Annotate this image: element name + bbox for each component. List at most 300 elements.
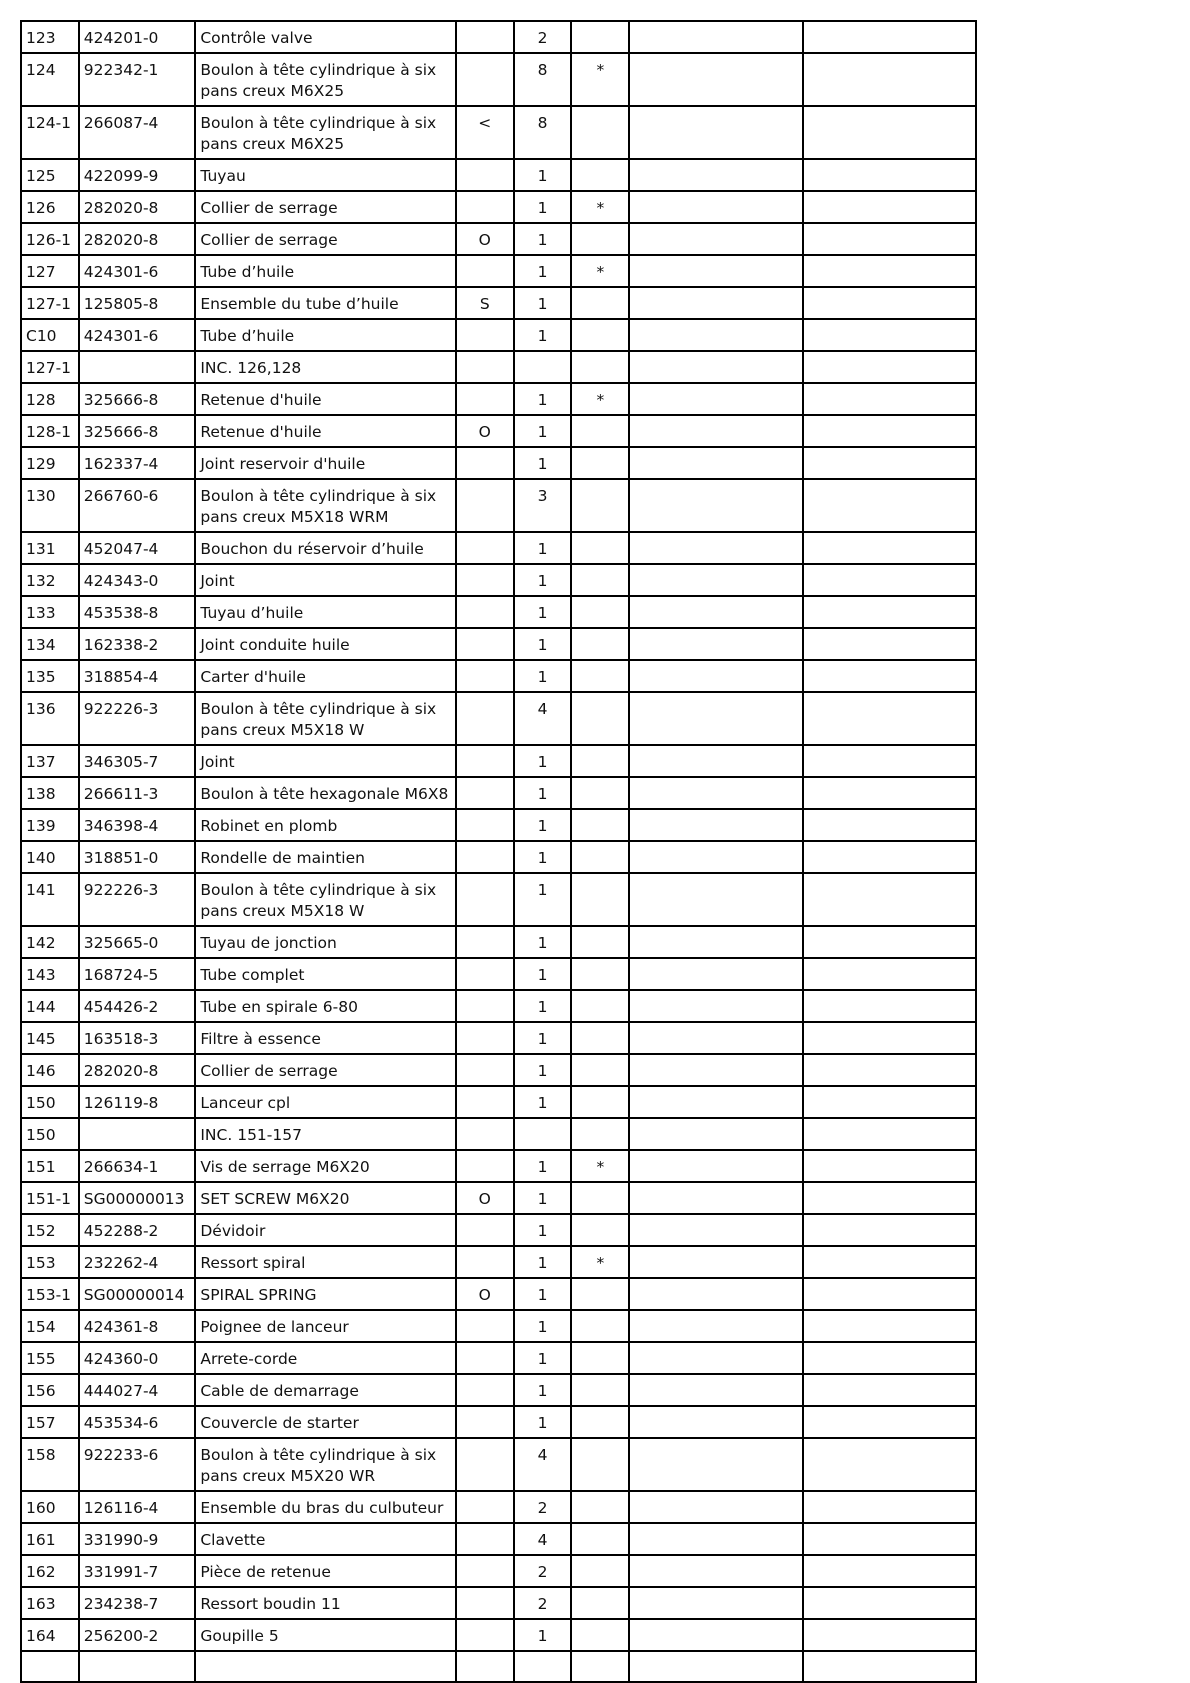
table-row bbox=[21, 1246, 976, 1278]
part-number-cell: 452288-2 bbox=[79, 1214, 196, 1246]
ref-number-cell: 133 bbox=[21, 596, 79, 628]
extra-cell-2 bbox=[803, 415, 976, 447]
extra-cell-2 bbox=[803, 447, 976, 479]
extra-cell-1 bbox=[629, 745, 802, 777]
ref-number-cell: 161 bbox=[21, 1523, 79, 1555]
code-cell bbox=[456, 1310, 514, 1342]
part-number-cell: 162337-4 bbox=[79, 447, 196, 479]
parts-table-body bbox=[21, 21, 976, 1682]
parts-list-sheet bbox=[20, 20, 977, 1683]
part-number-cell: 325666-8 bbox=[79, 415, 196, 447]
extra-cell-2 bbox=[803, 351, 976, 383]
note-cell: * bbox=[571, 1150, 629, 1182]
quantity-cell: 1 bbox=[514, 1342, 572, 1374]
quantity-cell: 8 bbox=[514, 53, 572, 106]
table-row bbox=[21, 1054, 976, 1086]
description-cell: Tube en spirale 6-80 bbox=[195, 990, 456, 1022]
description-cell: Tuyau bbox=[195, 159, 456, 191]
extra-cell-1 bbox=[629, 1651, 802, 1682]
quantity-cell: 1 bbox=[514, 1246, 572, 1278]
ref-number-cell: 130 bbox=[21, 479, 79, 532]
table-row bbox=[21, 21, 976, 53]
part-number-cell: 922226-3 bbox=[79, 873, 196, 926]
code-cell bbox=[456, 1587, 514, 1619]
extra-cell-1 bbox=[629, 564, 802, 596]
extra-cell-1 bbox=[629, 1246, 802, 1278]
part-number-cell: 346305-7 bbox=[79, 745, 196, 777]
note-cell bbox=[571, 1438, 629, 1491]
table-row bbox=[21, 1022, 976, 1054]
description-cell: Bouchon du réservoir d’huile bbox=[195, 532, 456, 564]
note-cell bbox=[571, 1022, 629, 1054]
ref-number-cell: 124 bbox=[21, 53, 79, 106]
ref-number-cell: 153-1 bbox=[21, 1278, 79, 1310]
part-number-cell: 162338-2 bbox=[79, 628, 196, 660]
note-cell bbox=[571, 745, 629, 777]
ref-number-cell: 135 bbox=[21, 660, 79, 692]
note-cell bbox=[571, 351, 629, 383]
note-cell: * bbox=[571, 191, 629, 223]
note-cell bbox=[571, 319, 629, 351]
part-number-cell: 266634-1 bbox=[79, 1150, 196, 1182]
extra-cell-1 bbox=[629, 159, 802, 191]
description-cell: Joint reservoir d'huile bbox=[195, 447, 456, 479]
description-cell: SPIRAL SPRING bbox=[195, 1278, 456, 1310]
description-cell: Tube d’huile bbox=[195, 255, 456, 287]
extra-cell-2 bbox=[803, 287, 976, 319]
description-cell: Retenue d'huile bbox=[195, 383, 456, 415]
ref-number-cell: 151 bbox=[21, 1150, 79, 1182]
code-cell bbox=[456, 319, 514, 351]
part-number-cell: 454426-2 bbox=[79, 990, 196, 1022]
part-number-cell: 453534-6 bbox=[79, 1406, 196, 1438]
table-row bbox=[21, 191, 976, 223]
code-cell bbox=[456, 1086, 514, 1118]
extra-cell-1 bbox=[629, 1054, 802, 1086]
table-row bbox=[21, 351, 976, 383]
description-cell: Couvercle de starter bbox=[195, 1406, 456, 1438]
note-cell bbox=[571, 841, 629, 873]
extra-cell-1 bbox=[629, 1619, 802, 1651]
table-row bbox=[21, 660, 976, 692]
part-number-cell: 325666-8 bbox=[79, 383, 196, 415]
note-cell: * bbox=[571, 53, 629, 106]
description-cell: INC. 126,128 bbox=[195, 351, 456, 383]
description-cell: Clavette bbox=[195, 1523, 456, 1555]
quantity-cell: 1 bbox=[514, 926, 572, 958]
description-cell: Poignee de lanceur bbox=[195, 1310, 456, 1342]
note-cell bbox=[571, 1374, 629, 1406]
ref-number-cell: 138 bbox=[21, 777, 79, 809]
quantity-cell: 1 bbox=[514, 191, 572, 223]
table-row bbox=[21, 383, 976, 415]
ref-number-cell: 157 bbox=[21, 1406, 79, 1438]
table-row bbox=[21, 159, 976, 191]
part-number-cell: 282020-8 bbox=[79, 1054, 196, 1086]
quantity-cell: 1 bbox=[514, 1619, 572, 1651]
part-number-cell: 424343-0 bbox=[79, 564, 196, 596]
table-row bbox=[21, 479, 976, 532]
quantity-cell: 1 bbox=[514, 447, 572, 479]
table-row bbox=[21, 1214, 976, 1246]
description-cell: Boulon à tête cylindrique à six pans creux M6X25 bbox=[195, 106, 456, 159]
extra-cell-1 bbox=[629, 1086, 802, 1118]
extra-cell-2 bbox=[803, 479, 976, 532]
code-cell bbox=[456, 159, 514, 191]
description-cell: Tuyau d’huile bbox=[195, 596, 456, 628]
part-number-cell: 266611-3 bbox=[79, 777, 196, 809]
table-row bbox=[21, 1086, 976, 1118]
extra-cell-2 bbox=[803, 841, 976, 873]
description-cell: Boulon à tête cylindrique à six pans creux M6X25 bbox=[195, 53, 456, 106]
code-cell bbox=[456, 1555, 514, 1587]
quantity-cell: 4 bbox=[514, 1523, 572, 1555]
ref-number-cell: 153 bbox=[21, 1246, 79, 1278]
table-row bbox=[21, 1278, 976, 1310]
quantity-cell: 1 bbox=[514, 319, 572, 351]
extra-cell-2 bbox=[803, 990, 976, 1022]
extra-cell-2 bbox=[803, 1651, 976, 1682]
quantity-cell: 1 bbox=[514, 1310, 572, 1342]
quantity-cell: 1 bbox=[514, 1406, 572, 1438]
extra-cell-2 bbox=[803, 383, 976, 415]
part-number-cell: 424301-6 bbox=[79, 255, 196, 287]
part-number-cell: 424201-0 bbox=[79, 21, 196, 53]
note-cell bbox=[571, 1406, 629, 1438]
note-cell bbox=[571, 159, 629, 191]
quantity-cell: 1 bbox=[514, 745, 572, 777]
part-number-cell: 126116-4 bbox=[79, 1491, 196, 1523]
part-number-cell: 453538-8 bbox=[79, 596, 196, 628]
description-cell: Vis de serrage M6X20 bbox=[195, 1150, 456, 1182]
extra-cell-2 bbox=[803, 1438, 976, 1491]
ref-number-cell: 164 bbox=[21, 1619, 79, 1651]
note-cell bbox=[571, 415, 629, 447]
ref-number-cell bbox=[21, 1651, 79, 1682]
description-cell: Tuyau de jonction bbox=[195, 926, 456, 958]
quantity-cell: 1 bbox=[514, 1086, 572, 1118]
part-number-cell: 422099-9 bbox=[79, 159, 196, 191]
extra-cell-1 bbox=[629, 415, 802, 447]
code-cell bbox=[456, 1246, 514, 1278]
quantity-cell: 1 bbox=[514, 841, 572, 873]
ref-number-cell: 128 bbox=[21, 383, 79, 415]
part-number-cell: SG00000013 bbox=[79, 1182, 196, 1214]
part-number-cell: 424361-8 bbox=[79, 1310, 196, 1342]
code-cell: O bbox=[456, 223, 514, 255]
extra-cell-1 bbox=[629, 447, 802, 479]
extra-cell-2 bbox=[803, 1118, 976, 1150]
description-cell: Dévidoir bbox=[195, 1214, 456, 1246]
note-cell bbox=[571, 873, 629, 926]
code-cell bbox=[456, 1022, 514, 1054]
quantity-cell: 1 bbox=[514, 532, 572, 564]
code-cell bbox=[456, 1374, 514, 1406]
extra-cell-2 bbox=[803, 1214, 976, 1246]
note-cell bbox=[571, 1086, 629, 1118]
code-cell bbox=[456, 873, 514, 926]
extra-cell-1 bbox=[629, 1374, 802, 1406]
part-number-cell: 325665-0 bbox=[79, 926, 196, 958]
ref-number-cell: 123 bbox=[21, 21, 79, 53]
ref-number-cell: 158 bbox=[21, 1438, 79, 1491]
description-cell: Rondelle de maintien bbox=[195, 841, 456, 873]
table-row bbox=[21, 1374, 976, 1406]
part-number-cell bbox=[79, 1118, 196, 1150]
extra-cell-1 bbox=[629, 287, 802, 319]
description-cell: Tube complet bbox=[195, 958, 456, 990]
table-row bbox=[21, 255, 976, 287]
ref-number-cell: 128-1 bbox=[21, 415, 79, 447]
part-number-cell: 452047-4 bbox=[79, 532, 196, 564]
ref-number-cell: 142 bbox=[21, 926, 79, 958]
extra-cell-2 bbox=[803, 564, 976, 596]
extra-cell-1 bbox=[629, 873, 802, 926]
part-number-cell: 424360-0 bbox=[79, 1342, 196, 1374]
note-cell bbox=[571, 777, 629, 809]
ref-number-cell: 126-1 bbox=[21, 223, 79, 255]
description-cell: Carter d'huile bbox=[195, 660, 456, 692]
note-cell bbox=[571, 809, 629, 841]
note-cell bbox=[571, 1054, 629, 1086]
part-number-cell: 424301-6 bbox=[79, 319, 196, 351]
quantity-cell: 1 bbox=[514, 1278, 572, 1310]
code-cell bbox=[456, 809, 514, 841]
code-cell bbox=[456, 1150, 514, 1182]
table-row bbox=[21, 1491, 976, 1523]
part-number-cell: 256200-2 bbox=[79, 1619, 196, 1651]
code-cell: O bbox=[456, 415, 514, 447]
extra-cell-1 bbox=[629, 777, 802, 809]
description-cell: Contrôle valve bbox=[195, 21, 456, 53]
code-cell bbox=[456, 596, 514, 628]
table-row bbox=[21, 106, 976, 159]
parts-table bbox=[20, 20, 977, 1683]
extra-cell-1 bbox=[629, 1118, 802, 1150]
note-cell bbox=[571, 1214, 629, 1246]
ref-number-cell: 129 bbox=[21, 447, 79, 479]
table-row bbox=[21, 532, 976, 564]
note-cell bbox=[571, 532, 629, 564]
table-row bbox=[21, 745, 976, 777]
part-number-cell: 922233-6 bbox=[79, 1438, 196, 1491]
note-cell bbox=[571, 21, 629, 53]
note-cell bbox=[571, 1587, 629, 1619]
extra-cell-1 bbox=[629, 479, 802, 532]
description-cell: Arrete-corde bbox=[195, 1342, 456, 1374]
extra-cell-1 bbox=[629, 1523, 802, 1555]
table-row bbox=[21, 1651, 976, 1682]
extra-cell-1 bbox=[629, 841, 802, 873]
note-cell bbox=[571, 926, 629, 958]
extra-cell-1 bbox=[629, 191, 802, 223]
extra-cell-2 bbox=[803, 1523, 976, 1555]
code-cell: O bbox=[456, 1182, 514, 1214]
table-row bbox=[21, 809, 976, 841]
quantity-cell: 1 bbox=[514, 596, 572, 628]
quantity-cell: 1 bbox=[514, 383, 572, 415]
code-cell bbox=[456, 1651, 514, 1682]
extra-cell-2 bbox=[803, 873, 976, 926]
description-cell: INC. 151-157 bbox=[195, 1118, 456, 1150]
extra-cell-1 bbox=[629, 596, 802, 628]
ref-number-cell: 127 bbox=[21, 255, 79, 287]
table-row bbox=[21, 841, 976, 873]
code-cell: O bbox=[456, 1278, 514, 1310]
extra-cell-1 bbox=[629, 1022, 802, 1054]
extra-cell-1 bbox=[629, 1587, 802, 1619]
part-number-cell: 126119-8 bbox=[79, 1086, 196, 1118]
ref-number-cell: 151-1 bbox=[21, 1182, 79, 1214]
note-cell bbox=[571, 1118, 629, 1150]
table-row bbox=[21, 223, 976, 255]
ref-number-cell: 152 bbox=[21, 1214, 79, 1246]
extra-cell-2 bbox=[803, 319, 976, 351]
extra-cell-2 bbox=[803, 1555, 976, 1587]
note-cell bbox=[571, 1555, 629, 1587]
description-cell: Boulon à tête hexagonale M6X8 bbox=[195, 777, 456, 809]
table-row bbox=[21, 628, 976, 660]
description-cell: SET SCREW M6X20 bbox=[195, 1182, 456, 1214]
extra-cell-1 bbox=[629, 1342, 802, 1374]
code-cell bbox=[456, 1054, 514, 1086]
description-cell: Filtre à essence bbox=[195, 1022, 456, 1054]
note-cell bbox=[571, 660, 629, 692]
description-cell: Joint conduite huile bbox=[195, 628, 456, 660]
ref-number-cell: 155 bbox=[21, 1342, 79, 1374]
extra-cell-2 bbox=[803, 777, 976, 809]
part-number-cell: SG00000014 bbox=[79, 1278, 196, 1310]
part-number-cell: 163518-3 bbox=[79, 1022, 196, 1054]
extra-cell-2 bbox=[803, 628, 976, 660]
extra-cell-1 bbox=[629, 319, 802, 351]
quantity-cell: 2 bbox=[514, 1491, 572, 1523]
ref-number-cell: 139 bbox=[21, 809, 79, 841]
note-cell bbox=[571, 1651, 629, 1682]
description-cell: Joint bbox=[195, 745, 456, 777]
ref-number-cell: 150 bbox=[21, 1118, 79, 1150]
description-cell: Goupille 5 bbox=[195, 1619, 456, 1651]
note-cell bbox=[571, 564, 629, 596]
ref-number-cell: 140 bbox=[21, 841, 79, 873]
extra-cell-2 bbox=[803, 53, 976, 106]
description-cell: Boulon à tête cylindrique à six pans creux M5X18 W bbox=[195, 692, 456, 745]
ref-number-cell: 150 bbox=[21, 1086, 79, 1118]
code-cell bbox=[456, 926, 514, 958]
extra-cell-2 bbox=[803, 1086, 976, 1118]
note-cell bbox=[571, 1278, 629, 1310]
extra-cell-2 bbox=[803, 1022, 976, 1054]
ref-number-cell: 154 bbox=[21, 1310, 79, 1342]
extra-cell-1 bbox=[629, 926, 802, 958]
table-row bbox=[21, 1310, 976, 1342]
extra-cell-2 bbox=[803, 1619, 976, 1651]
table-row bbox=[21, 926, 976, 958]
extra-cell-1 bbox=[629, 1555, 802, 1587]
description-cell: Ressort boudin 11 bbox=[195, 1587, 456, 1619]
table-row bbox=[21, 53, 976, 106]
part-number-cell: 234238-7 bbox=[79, 1587, 196, 1619]
code-cell bbox=[456, 191, 514, 223]
table-row bbox=[21, 990, 976, 1022]
extra-cell-1 bbox=[629, 628, 802, 660]
part-number-cell: 282020-8 bbox=[79, 191, 196, 223]
ref-number-cell: 162 bbox=[21, 1555, 79, 1587]
quantity-cell: 1 bbox=[514, 990, 572, 1022]
table-row bbox=[21, 1438, 976, 1491]
extra-cell-2 bbox=[803, 191, 976, 223]
note-cell bbox=[571, 1310, 629, 1342]
quantity-cell: 1 bbox=[514, 958, 572, 990]
description-cell: Ensemble du tube d’huile bbox=[195, 287, 456, 319]
part-number-cell: 232262-4 bbox=[79, 1246, 196, 1278]
description-cell bbox=[195, 1651, 456, 1682]
note-cell: * bbox=[571, 255, 629, 287]
note-cell bbox=[571, 1619, 629, 1651]
table-row bbox=[21, 596, 976, 628]
extra-cell-1 bbox=[629, 223, 802, 255]
part-number-cell: 331991-7 bbox=[79, 1555, 196, 1587]
table-row bbox=[21, 319, 976, 351]
note-cell bbox=[571, 447, 629, 479]
ref-number-cell: 126 bbox=[21, 191, 79, 223]
description-cell: Collier de serrage bbox=[195, 191, 456, 223]
part-number-cell bbox=[79, 1651, 196, 1682]
code-cell bbox=[456, 255, 514, 287]
quantity-cell: 2 bbox=[514, 1555, 572, 1587]
extra-cell-1 bbox=[629, 532, 802, 564]
extra-cell-1 bbox=[629, 1182, 802, 1214]
extra-cell-1 bbox=[629, 1214, 802, 1246]
code-cell bbox=[456, 1214, 514, 1246]
part-number-cell: 266087-4 bbox=[79, 106, 196, 159]
part-number-cell: 125805-8 bbox=[79, 287, 196, 319]
note-cell bbox=[571, 1491, 629, 1523]
ref-number-cell: 141 bbox=[21, 873, 79, 926]
extra-cell-1 bbox=[629, 692, 802, 745]
extra-cell-2 bbox=[803, 1150, 976, 1182]
table-row bbox=[21, 1150, 976, 1182]
ref-number-cell: 137 bbox=[21, 745, 79, 777]
table-row bbox=[21, 777, 976, 809]
ref-number-cell: C10 bbox=[21, 319, 79, 351]
ref-number-cell: 127-1 bbox=[21, 351, 79, 383]
ref-number-cell: 156 bbox=[21, 1374, 79, 1406]
note-cell bbox=[571, 223, 629, 255]
extra-cell-2 bbox=[803, 1406, 976, 1438]
extra-cell-2 bbox=[803, 809, 976, 841]
note-cell bbox=[571, 1342, 629, 1374]
code-cell bbox=[456, 447, 514, 479]
extra-cell-2 bbox=[803, 21, 976, 53]
quantity-cell: 1 bbox=[514, 660, 572, 692]
code-cell bbox=[456, 1491, 514, 1523]
table-row bbox=[21, 1587, 976, 1619]
code-cell bbox=[456, 564, 514, 596]
extra-cell-1 bbox=[629, 809, 802, 841]
ref-number-cell: 134 bbox=[21, 628, 79, 660]
extra-cell-2 bbox=[803, 106, 976, 159]
quantity-cell: 1 bbox=[514, 777, 572, 809]
table-row bbox=[21, 1182, 976, 1214]
extra-cell-2 bbox=[803, 1278, 976, 1310]
quantity-cell: 1 bbox=[514, 564, 572, 596]
quantity-cell: 1 bbox=[514, 287, 572, 319]
quantity-cell: 2 bbox=[514, 1587, 572, 1619]
code-cell: S bbox=[456, 287, 514, 319]
extra-cell-1 bbox=[629, 1438, 802, 1491]
extra-cell-1 bbox=[629, 53, 802, 106]
